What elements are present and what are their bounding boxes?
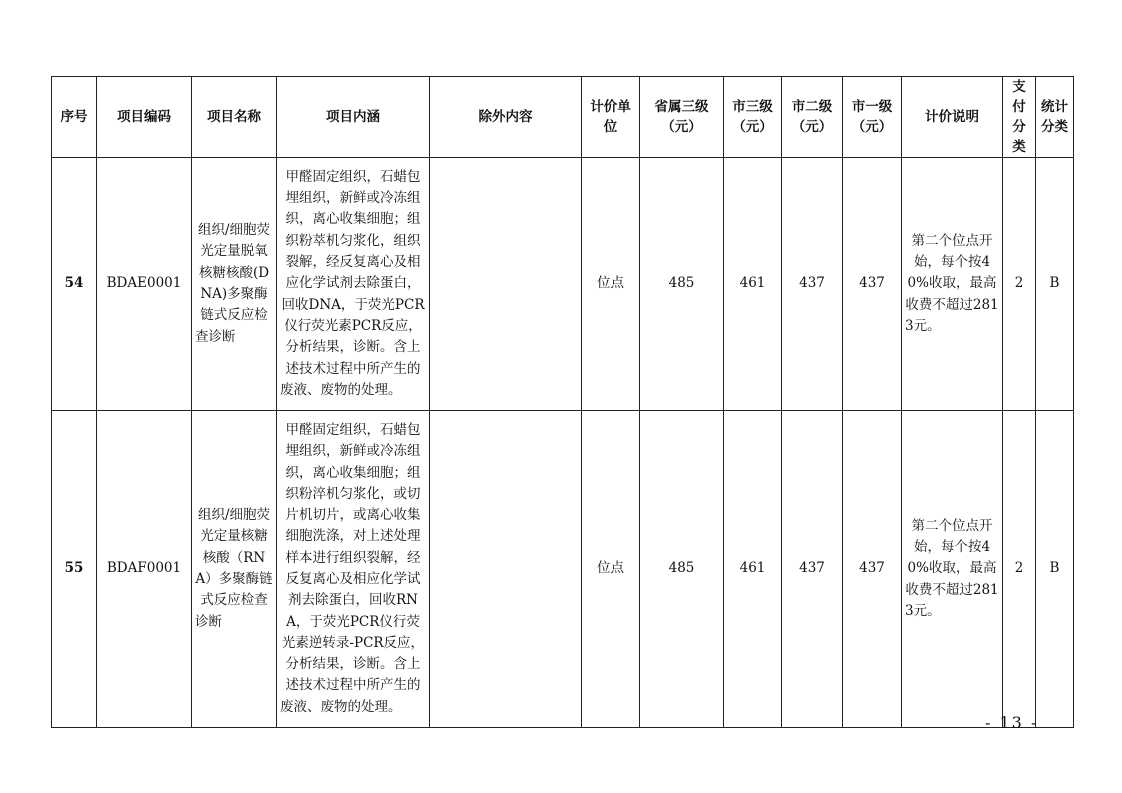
header-exclusion: 除外内容 bbox=[430, 77, 582, 158]
header-city2: 市二级（元） bbox=[782, 77, 843, 158]
cell-city1: 437 bbox=[843, 411, 902, 728]
cell-exclusion bbox=[430, 411, 582, 728]
cell-payment-category: 2 bbox=[1003, 411, 1036, 728]
header-payment-category: 支付分类 bbox=[1003, 77, 1036, 158]
header-city3: 市三级（元） bbox=[724, 77, 782, 158]
cell-code: BDAF0001 bbox=[97, 411, 192, 728]
cell-exclusion bbox=[430, 158, 582, 411]
cell-city3: 461 bbox=[724, 158, 782, 411]
cell-city3: 461 bbox=[724, 411, 782, 728]
cell-provincial: 485 bbox=[640, 158, 724, 411]
header-row bbox=[52, 77, 1074, 158]
table-row bbox=[52, 158, 1074, 411]
cell-city2: 437 bbox=[782, 158, 843, 411]
cell-name: 组织/细胞荧光定量核糖核酸（RNA）多聚酶链式反应检查诊断 bbox=[192, 411, 277, 728]
cell-city2: 437 bbox=[782, 411, 843, 728]
header-content: 项目内涵 bbox=[277, 77, 430, 158]
cell-stat-category: B bbox=[1036, 411, 1074, 728]
cell-code: BDAE0001 bbox=[97, 158, 192, 411]
cell-stat-category: B bbox=[1036, 158, 1074, 411]
cell-payment-category: 2 bbox=[1003, 158, 1036, 411]
cell-pricing-note: 第二个位点开始，每个按40%收取，最高收费不超过2813元。 bbox=[902, 158, 1003, 411]
price-table bbox=[51, 76, 1074, 728]
cell-city1: 437 bbox=[843, 158, 902, 411]
cell-content: 甲醛固定组织，石蜡包埋组织，新鲜或冷冻组织，离心收集细胞；组织粉萃机匀浆化，组织裂解，经反复离心及相应化学试剂去除蛋白，回收DNA，于荧光PCR仪行荧光素PCR反应，分析结果，诊断。含上述技术过程中所产生的废液、废物的处理。 bbox=[277, 158, 430, 411]
header-stat-category: 统计分类 bbox=[1036, 77, 1074, 158]
cell-seq: 55 bbox=[52, 411, 97, 728]
header-unit: 计价单位 bbox=[582, 77, 640, 158]
cell-seq: 54 bbox=[52, 158, 97, 411]
header-pricing-note: 计价说明 bbox=[902, 77, 1003, 158]
cell-unit: 位点 bbox=[582, 411, 640, 728]
cell-provincial: 485 bbox=[640, 411, 724, 728]
header-city1: 市一级（元） bbox=[843, 77, 902, 158]
header-seq: 序号 bbox=[52, 77, 97, 158]
header-name: 项目名称 bbox=[192, 77, 277, 158]
cell-unit: 位点 bbox=[582, 158, 640, 411]
cell-content: 甲醛固定组织，石蜡包埋组织，新鲜或冷冻组织，离心收集细胞；组织粉淬机匀浆化，或切片机切片，或离心收集细胞洗涤，对上述处理样本进行组织裂解，经反复离心及相应化学试剂去除蛋白，回收RNA，于荧光PCR仪行荧光素逆转录-PCR反应，分析结果，诊断。含上述技术过程中所产生的废液、废物的处理。 bbox=[277, 411, 430, 728]
cell-name: 组织/细胞荧光定量脱氧核糖核酸(DNA)多聚酶链式反应检查诊断 bbox=[192, 158, 277, 411]
page-number: - 13 - bbox=[985, 713, 1039, 732]
table-row bbox=[52, 411, 1074, 728]
header-provincial: 省属三级（元） bbox=[640, 77, 724, 158]
cell-pricing-note: 第二个位点开始，每个按40%收取，最高收费不超过2813元。 bbox=[902, 411, 1003, 728]
header-code: 项目编码 bbox=[97, 77, 192, 158]
